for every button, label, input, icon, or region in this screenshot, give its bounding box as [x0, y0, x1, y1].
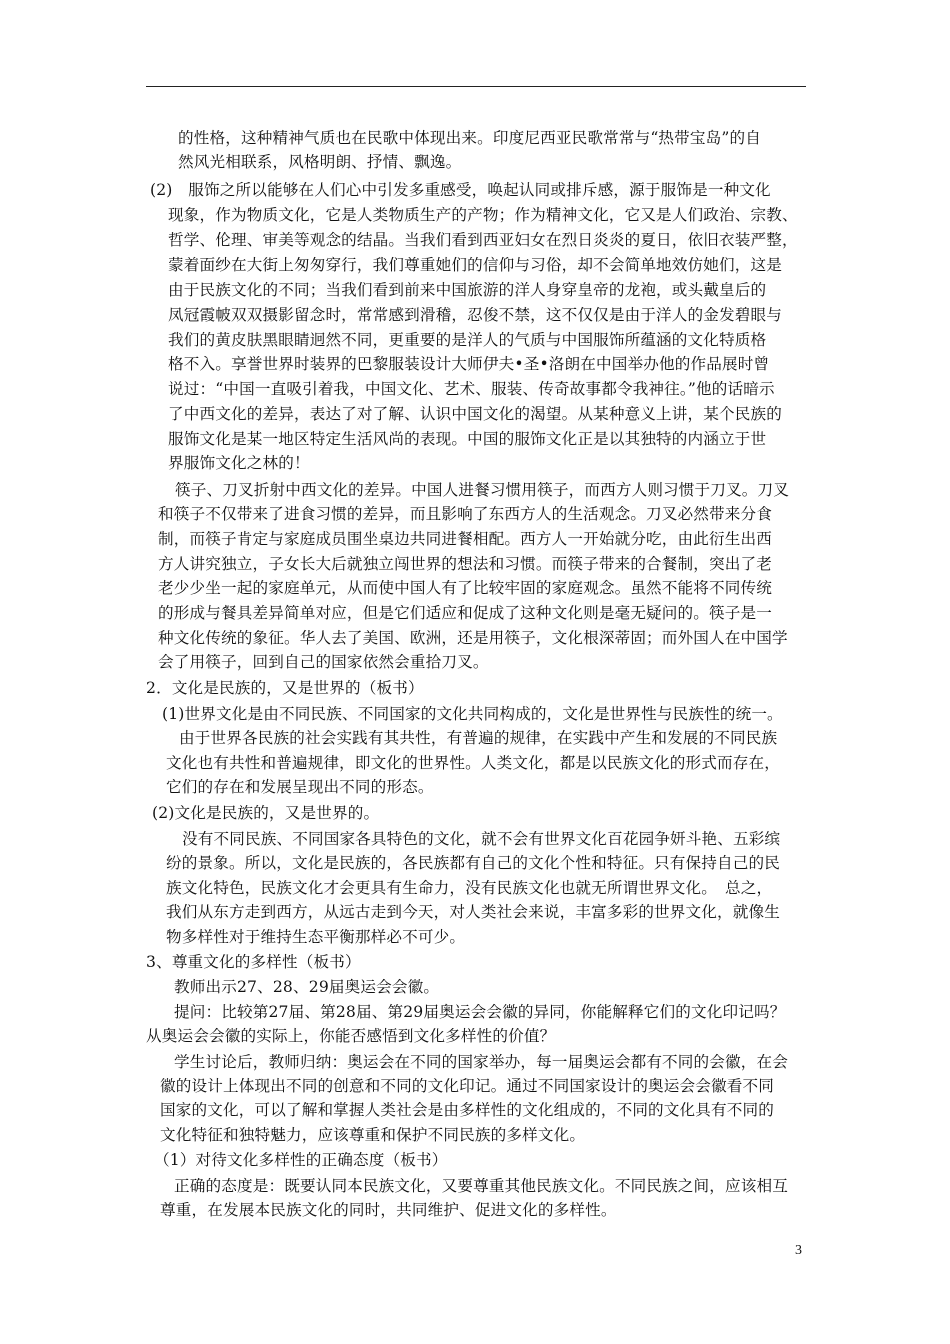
- text-line: 蒙着面纱在大街上匆匆穿行，我们尊重她们的信仰与习俗，却不会简单地效仿她们，这是: [168, 256, 783, 274]
- text-line: 学生讨论后，教师归纳：奥运会在不同的国家举办，每一届奥运会都有不同的会徽，在会: [174, 1053, 789, 1071]
- text-line: 服饰文化是某一地区特定生活风尚的表现。中国的服饰文化正是以其独特的内涵立于世: [168, 430, 767, 448]
- text-line: 说过：“中国一直吸引着我，中国文化、艺术、服装、传奇故事都令我神往。”他的话暗示: [168, 380, 775, 398]
- section-heading: 3、尊重文化的多样性（板书）: [146, 953, 361, 971]
- text-line: 正确的态度是：既要认同本民族文化，又要尊重其他民族文化。不同民族之间，应该相互: [174, 1177, 789, 1195]
- text-line: 从奥运会会徽的实际上，你能否感悟到文化多样性的价值？: [146, 1027, 556, 1045]
- text-line: 族文化特色，民族文化才会更具有生命力，没有民族文化也就无所谓世界文化。 总之，: [166, 879, 773, 897]
- text-line: 由于世界各民族的社会实践有其共性，有普遍的规律，在实践中产生和发展的不同民族: [179, 729, 778, 747]
- section-heading: 2．文化是民族的，又是世界的（板书）: [146, 679, 424, 697]
- section-heading: （1）对待文化多样性的正确态度（板书）: [154, 1151, 448, 1169]
- text-line: 提问：比较第27届、第28届、第29届奥运会会徽的异同，你能解释它们的文化印记吗？: [174, 1003, 786, 1021]
- text-line: 老少少坐一起的家庭单元，从而使中国人有了比较牢固的家庭观念。虽然不能将不同传统: [158, 579, 773, 597]
- text-line: 现象，作为物质文化，它是人类物质生产的产物；作为精神文化，它又是人们政治、宗教、: [168, 206, 798, 224]
- page-number: 3: [795, 1243, 802, 1258]
- text-line: 我们从东方走到西方，从远古走到今天，对人类社会来说，丰富多彩的世界文化，就像生: [166, 903, 781, 921]
- text-line: 的性格，这种精神气质也在民歌中体现出来。印度尼西亚民歌常常与“热带宝岛”的自: [178, 129, 762, 147]
- text-line: 种文化传统的象征。华人去了美国、欧洲，还是用筷子，文化根深蒂固；而外国人在中国学: [158, 629, 788, 647]
- text-line: 没有不同民族、不同国家各具特色的文化，就不会有世界文化百花园争妍斗艳、五彩缤: [182, 830, 781, 848]
- text-line: 国家的文化，可以了解和掌握人类社会是由多样性的文化组成的，不同的文化具有不同的: [160, 1101, 775, 1119]
- text-line: 物多样性对于维持生态平衡那样必不可少。: [166, 928, 466, 946]
- header-rule: [146, 86, 806, 87]
- text-line: 文化特征和独特魅力，应该尊重和保护不同民族的多样文化。: [160, 1126, 586, 1144]
- text-line: 界服饰文化之林的！: [168, 454, 310, 472]
- text-line: 的形成与餐具差异简单对应，但是它们适应和促成了这种文化则是毫无疑问的。筷子是一: [158, 604, 773, 622]
- text-line: (2)文化是民族的，又是世界的。: [152, 804, 380, 822]
- text-line: 我们的黄皮肤黑眼睛迥然不同，更重要的是洋人的气质与中国服饰所蕴涵的文化特质格: [168, 331, 767, 349]
- text-line: 由于民族文化的不同；当我们看到前来中国旅游的洋人身穿皇帝的龙袍，或头戴皇后的: [168, 281, 767, 299]
- text-line: 尊重，在发展本民族文化的同时，共同维护、促进文化的多样性。: [160, 1201, 617, 1219]
- text-line: 然风光相联系，风格明朗、抒情、飘逸。: [178, 153, 462, 171]
- text-line: 凤冠霞帔双双摄影留念时，常常感到滑稽，忍俊不禁，这不仅仅是由于洋人的金发碧眼与: [168, 306, 783, 324]
- text-line: 文化也有共性和普遍规律，即文化的世界性。人类文化，都是以民族文化的形式而存在，: [166, 754, 781, 772]
- text-line: 了中西文化的差异，表达了对了解、认识中国文化的渴望。从某种意义上讲，某个民族的: [168, 405, 783, 423]
- text-line: (1)世界文化是由不同民族、不同国家的文化共同构成的，文化是世界性与民族性的统一。: [162, 705, 783, 723]
- text-line: (2) 服饰之所以能够在人们心中引发多重感受，唤起认同或排斥感，源于服饰是一种文化: [150, 181, 771, 199]
- text-line: 筷子、刀叉折射中西文化的差异。中国人进餐习惯用筷子，而西方人则习惯于刀叉。刀叉: [175, 481, 790, 499]
- text-line: 和筷子不仅带来了进食习惯的差异，而且影响了东西方人的生活观念。刀叉必然带来分食: [158, 505, 773, 523]
- text-line: 哲学、伦理、审美等观念的结晶。当我们看到西亚妇女在烈日炎炎的夏日，依旧衣装严整，: [168, 231, 798, 249]
- text-line: 教师出示27、28、29届奥运会会徽。: [174, 978, 440, 996]
- text-line: 会了用筷子，回到自己的国家依然会重拾刀叉。: [158, 653, 489, 671]
- text-line: 制，而筷子肯定与家庭成员围坐桌边共同进餐相配。西方人一开始就分吃，由此衍生出西: [158, 530, 773, 548]
- text-line: 方人讲究独立，子女长大后就独立闯世界的想法和习惯。而筷子带来的合餐制，突出了老: [158, 555, 773, 573]
- text-line: 纷的景象。所以，文化是民族的，各民族都有自己的文化个性和特征。只有保持自己的民: [166, 854, 781, 872]
- text-line: 格不入。享誉世界时装界的巴黎服装设计大师伊夫•圣•洛朗在中国举办他的作品展时曾: [168, 355, 770, 373]
- text-line: 它们的存在和发展呈现出不同的形态。: [166, 778, 434, 796]
- text-line: 徽的设计上体现出不同的创意和不同的文化印记。通过不同国家设计的奥运会会徽看不同: [160, 1077, 775, 1095]
